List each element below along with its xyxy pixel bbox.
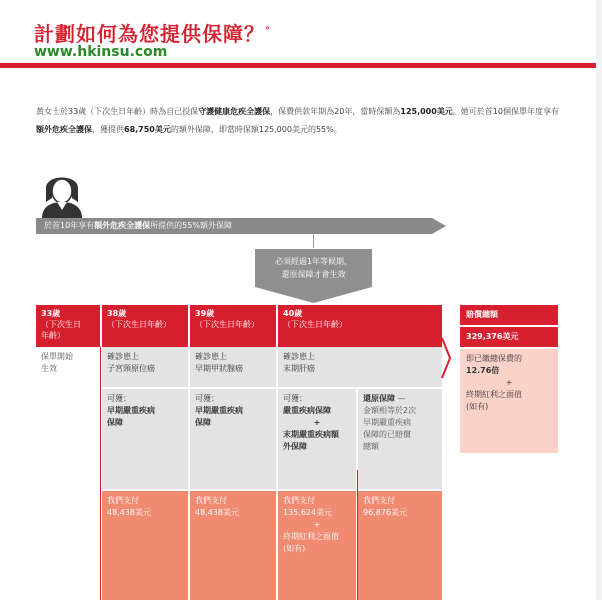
- header-divider: [0, 63, 602, 68]
- site-url-link[interactable]: www.hkinsu.com: [34, 44, 168, 60]
- page-edge: [596, 0, 602, 600]
- restore-benefit-40: 還原保障 — 金額相等於2次 早期嚴重疾病 保障的已賠償 總額: [358, 389, 442, 489]
- age-header-39: 39歲 （下次生日年齡）: [190, 305, 276, 347]
- age-header-40: 40歲 （下次生日年齡）: [278, 305, 442, 347]
- event-40: 確診患上 末期肝癌: [278, 347, 442, 387]
- waiting-period-note: 必須經過1年等候期， 還原保障才會生效: [255, 249, 372, 287]
- payout-39: 我們支付 48,438美元: [190, 491, 276, 600]
- age-header-38: 38歲 （下次生日年齡）: [102, 305, 188, 347]
- age-header-33: 33歲 （下次生日 年齡）: [36, 305, 100, 347]
- event-39: 確診患上 早期甲狀腺癌: [190, 347, 276, 387]
- event-38: 確診患上 子宮頸原位癌: [102, 347, 188, 387]
- payout-restore-40: 我們支付 96,876美元: [358, 491, 442, 600]
- event-33: 保單開始 生效: [36, 347, 100, 600]
- bracket-arrow-icon: [440, 336, 452, 380]
- waiting-period-chevron: [255, 287, 372, 303]
- benefit-39: 可獲： 早期嚴重疾病 保障: [190, 389, 276, 489]
- column-divider: [100, 347, 101, 600]
- page-title: 計劃如何為您提供保障？°: [34, 22, 271, 46]
- benefit-40: 可獲： 嚴重疾病保障 + 末期嚴重疾病額 外保障: [278, 389, 356, 489]
- benefit-38: 可獲： 早期嚴重疾病 保障: [102, 389, 188, 489]
- payout-40: 我們支付 135,624美元 + 終期紅利之面值 (如有): [278, 491, 356, 600]
- payout-38: 我們支付 48,438美元: [102, 491, 188, 600]
- coverage-period-label: 於首10年享有額外危疾全護保所提供的55%額外保障: [44, 221, 232, 230]
- connector-line: [313, 234, 314, 248]
- woman-avatar-icon: [36, 168, 88, 218]
- total-compensation-title: 賠償總額: [460, 305, 558, 325]
- intro-paragraph: 黃女士於33歲（下次生日年齡）時為自己投保守護健康危疾全護保，保費供款年期為20年，當時保額為125,000美元。她可於首10個保單年度享有額外危疾全護保，獲提供68,750美元的額外保障，即當時保額125,000美元的55%。: [36, 107, 559, 134]
- total-compensation-details: 即已繳總保費的 12.76倍 + 終期紅利之面值 (如有): [460, 349, 558, 453]
- total-compensation-amount: 329,376美元: [460, 327, 558, 347]
